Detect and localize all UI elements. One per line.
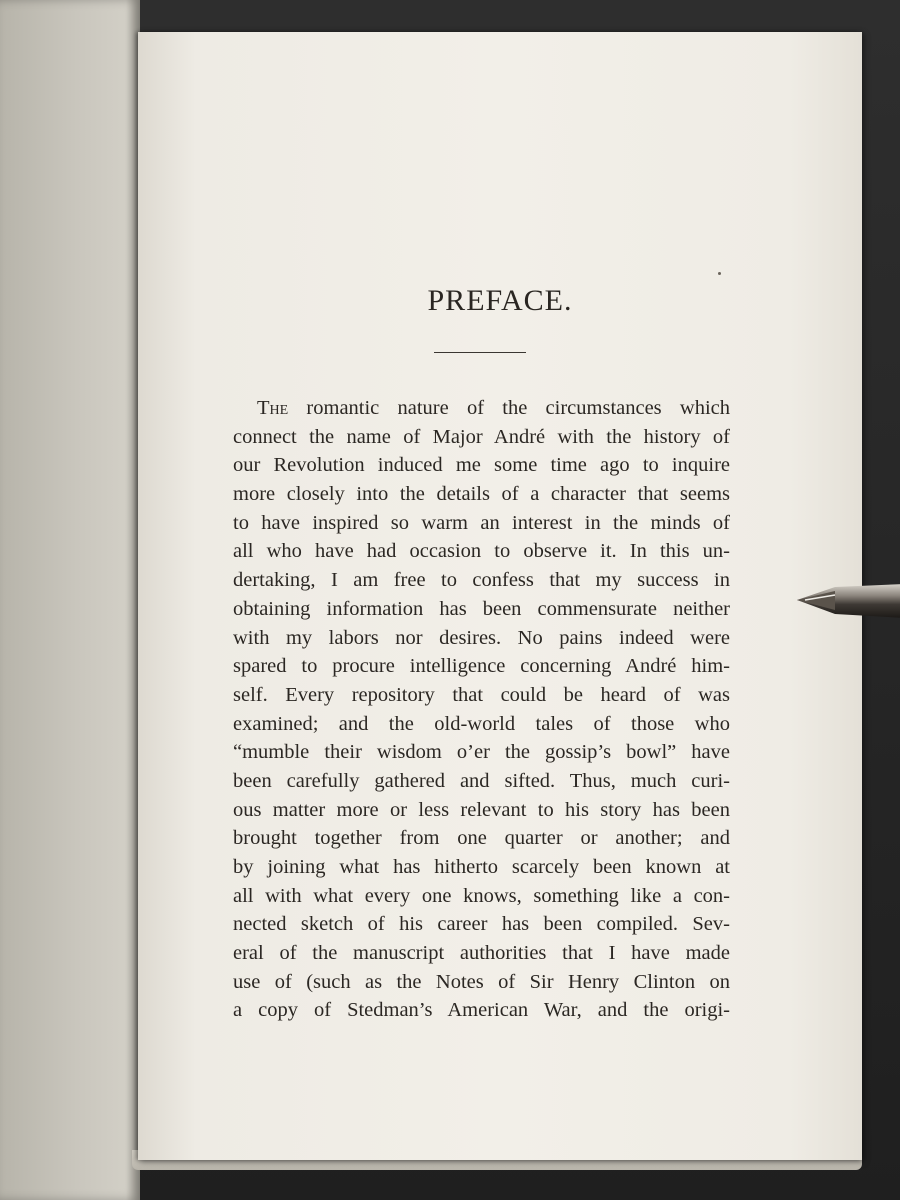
- text-line: nected sketch of his career has been compiled. Sev-: [233, 913, 730, 936]
- text-line: eral of the manuscript authorities that I have made: [233, 942, 730, 965]
- text-line: obtaining information has been commensurate neither: [233, 597, 730, 620]
- text-line: been carefully gathered and sifted. Thus, much curi-: [233, 769, 730, 792]
- text-line-content: romantic nature of the circumstances which: [306, 397, 730, 419]
- left-page: [0, 0, 140, 1200]
- title-rule: [434, 352, 526, 353]
- text-line: spared to procure intelligence concerning André him-: [233, 655, 730, 678]
- text-line: self. Every repository that could be heard of was: [233, 683, 730, 706]
- text-line: ous matter more or less relevant to his story has been: [233, 798, 730, 821]
- paper-blemish: [718, 272, 721, 275]
- text-line: by joining what has hitherto scarcely been known at: [233, 856, 730, 878]
- text-line: to have inspired so warm an interest in the minds of: [233, 511, 730, 534]
- text-line: all who have had occasion to observe it. In this un-: [233, 540, 730, 563]
- lead-word: The: [257, 397, 289, 419]
- text-line: dertaking, I am free to confess that my success in: [233, 569, 730, 592]
- book-page: [138, 32, 862, 1160]
- text-line: “mumble their wisdom o’er the gossip’s bowl” have: [233, 741, 730, 764]
- pen-nib-icon: [795, 578, 900, 624]
- text-line: with my labors nor desires. No pains indeed were: [233, 626, 730, 649]
- text-line: more closely into the details of a character that seems: [233, 483, 730, 506]
- text-line: examined; and the old-world tales of those who: [233, 712, 730, 735]
- text-line: connect the name of Major André with the history of: [233, 425, 730, 448]
- text-line: use of (such as the Notes of Sir Henry Clinton on: [233, 970, 730, 993]
- text-line: all with what every one knows, something like a con-: [233, 884, 730, 907]
- page-title: PREFACE.: [427, 284, 573, 317]
- preface-text: [233, 394, 730, 1025]
- text-line: [233, 394, 730, 423]
- text-line: our Revolution induced me some time ago to inquire: [233, 454, 730, 477]
- text-line: brought together from one quarter or another; and: [233, 827, 730, 850]
- text-line: a copy of Stedman’s American War, and the origi-: [233, 999, 730, 1022]
